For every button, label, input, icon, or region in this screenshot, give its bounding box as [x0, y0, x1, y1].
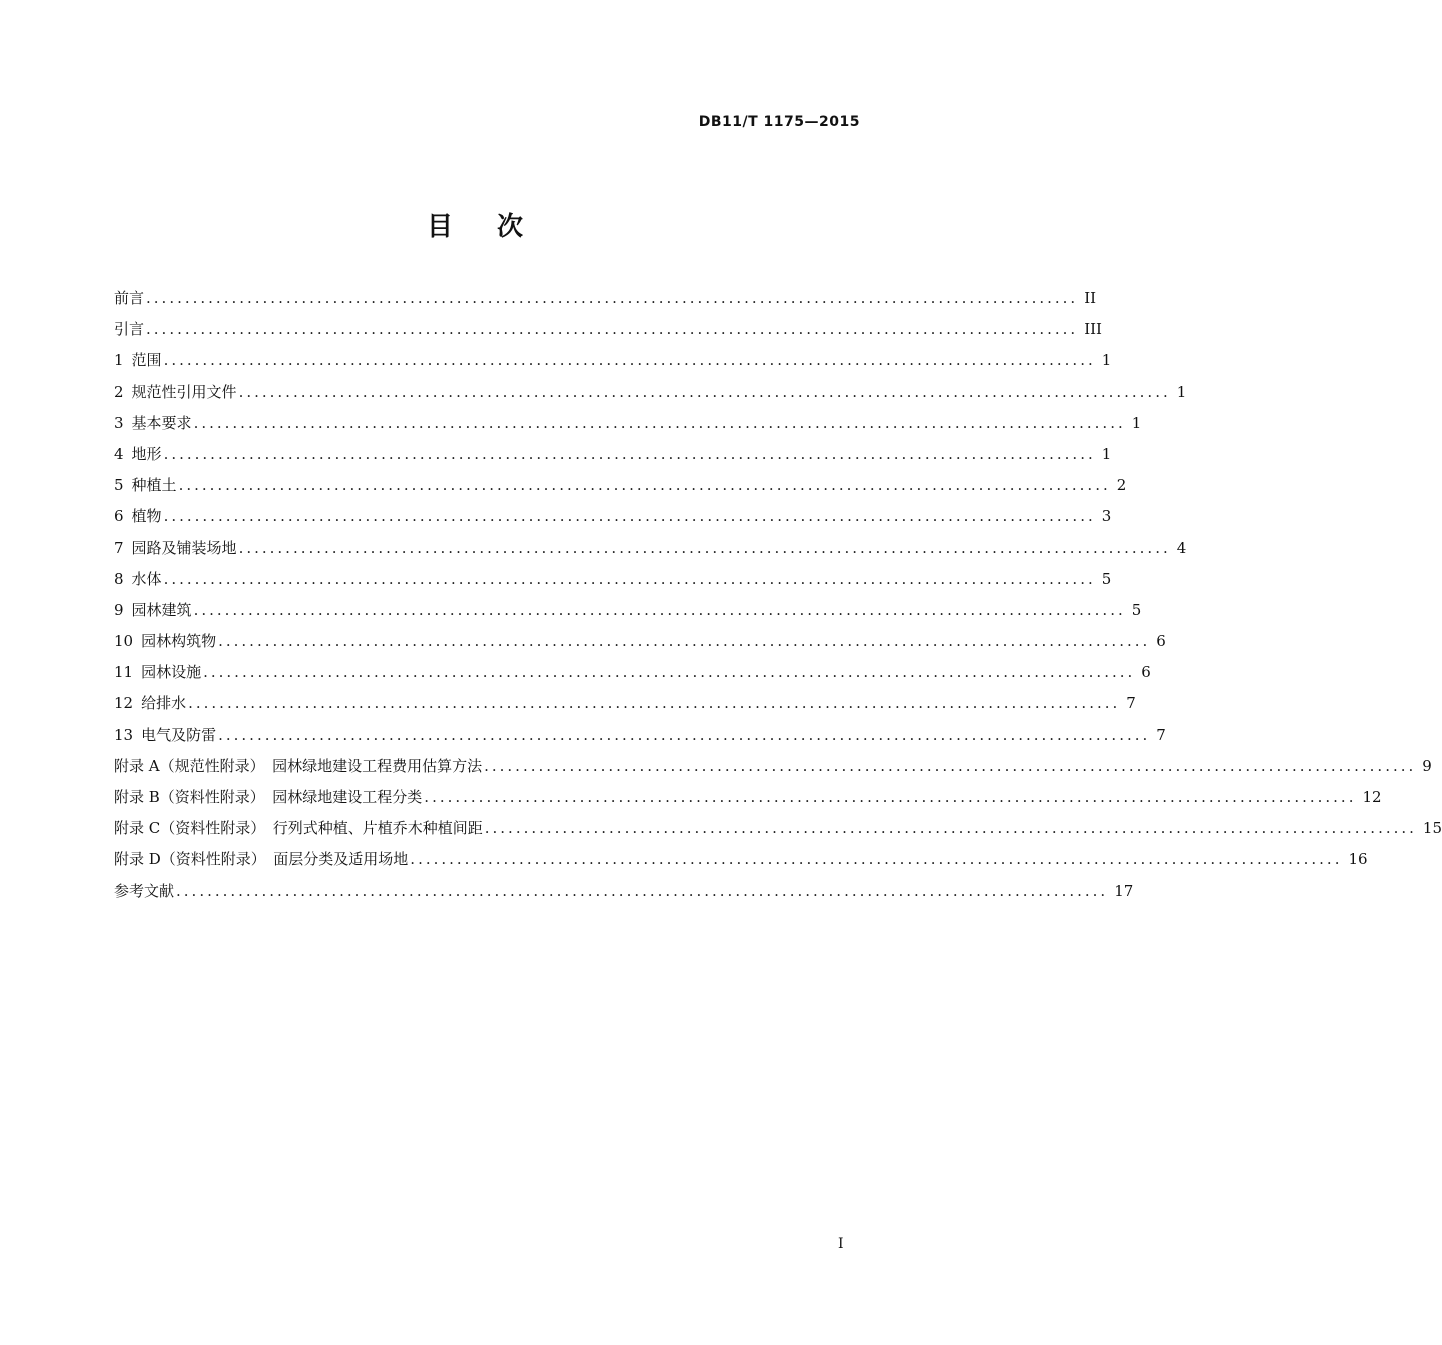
- toc-section-number: 4: [114, 444, 124, 463]
- toc-label: 园林构筑物: [141, 632, 217, 651]
- toc-dot-leader: ........................................................................................................................: [484, 756, 1417, 775]
- toc-page-number: 6: [1156, 632, 1166, 651]
- toc-entry-7[interactable]: [114, 533, 1187, 564]
- toc-section-number: 9: [114, 600, 124, 619]
- toc-dot-leader: ........................................................................................................................: [163, 569, 1096, 588]
- toc-label: 附录 C（资料性附录） 行列式种植、片植乔木种植间距: [114, 819, 483, 838]
- toc-page-number: 1: [1176, 382, 1187, 401]
- toc-label: 地形: [131, 444, 162, 463]
- toc-entry-10[interactable]: [114, 626, 1166, 657]
- toc-dot-leader: ........................................................................................................................: [218, 725, 1151, 744]
- toc-page-number: 5: [1101, 569, 1112, 588]
- toc-entry-introduction[interactable]: [114, 314, 1102, 345]
- toc-label: 参考文献: [114, 881, 175, 900]
- toc-page-number: 2: [1116, 476, 1127, 495]
- toc-page-number: 15: [1422, 819, 1442, 838]
- toc-page-number: 1: [1101, 444, 1112, 463]
- toc-page-number: 7: [1126, 694, 1136, 713]
- page-title: 目次: [426, 212, 567, 242]
- toc-section-number: 10: [114, 632, 134, 651]
- toc-dot-leader: ........................................................................................................................: [188, 694, 1121, 713]
- toc-entry-6[interactable]: [114, 501, 1112, 532]
- toc-section-number: 3: [114, 413, 124, 432]
- toc-label: 给排水: [141, 694, 187, 713]
- toc-section-number: 5: [114, 476, 124, 495]
- toc-page-number: 7: [1156, 725, 1166, 744]
- toc-page-number: 9: [1422, 756, 1432, 775]
- toc-section-number: 2: [114, 382, 124, 401]
- toc-dot-leader: ........................................................................................................................: [424, 788, 1357, 806]
- toc-entry-8[interactable]: [114, 564, 1112, 595]
- toc-entry-appendix-d[interactable]: [114, 844, 1368, 875]
- toc-entry-3[interactable]: [114, 408, 1142, 439]
- toc-section-number: 12: [114, 694, 134, 713]
- toc-dot-leader: ........................................................................................................................: [484, 819, 1417, 838]
- toc-label: 引言: [114, 320, 145, 339]
- toc-dot-leader: ........................................................................................................................: [203, 663, 1136, 682]
- toc-page-number: 1: [1101, 351, 1112, 370]
- toc-page-number: 17: [1114, 881, 1134, 900]
- toc-page-number: 6: [1141, 663, 1151, 682]
- toc-dot-leader: ........................................................................................................................: [238, 538, 1171, 557]
- toc-label: 前言: [114, 289, 145, 307]
- toc-page-number: III: [1084, 320, 1102, 339]
- toc-dot-leader: ........................................................................................................................: [146, 289, 1079, 307]
- toc-label: 植物: [131, 507, 162, 526]
- toc-dot-leader: ........................................................................................................................: [163, 507, 1096, 526]
- toc-label: 电气及防雷: [141, 725, 217, 744]
- toc-dot-leader: ........................................................................................................................: [176, 881, 1109, 900]
- toc-section-number: 7: [114, 538, 124, 557]
- toc-label: 附录 A（规范性附录） 园林绿地建设工程费用估算方法: [114, 756, 483, 775]
- toc-section-number: 8: [114, 569, 124, 588]
- toc-section-number: 11: [114, 663, 134, 682]
- toc-dot-leader: ........................................................................................................................: [193, 600, 1126, 619]
- toc-dot-leader: ........................................................................................................................: [178, 476, 1111, 495]
- document-code: DB11/T 1175—2015: [698, 114, 860, 130]
- toc-entry-appendix-b[interactable]: [114, 782, 1382, 813]
- toc-label: 园林建筑: [131, 600, 192, 619]
- toc-entry-2[interactable]: [114, 377, 1187, 408]
- toc-entry-12[interactable]: [114, 688, 1136, 719]
- toc-dot-leader: ........................................................................................................................: [410, 850, 1343, 869]
- toc-section-number: 6: [114, 507, 124, 526]
- toc-entry-4[interactable]: [114, 439, 1112, 470]
- toc-dot-leader: ........................................................................................................................: [193, 413, 1126, 432]
- toc-label: 水体: [131, 569, 162, 588]
- toc-entry-11[interactable]: [114, 657, 1151, 688]
- toc-entry-references[interactable]: [114, 876, 1134, 907]
- toc-label: 基本要求: [131, 413, 192, 432]
- page-number: I: [838, 1236, 844, 1252]
- toc-label: 园路及铺装场地: [131, 538, 237, 557]
- toc-label: 园林设施: [141, 663, 202, 682]
- toc-section-number: 1: [114, 351, 124, 370]
- table-of-contents: [114, 283, 1442, 907]
- toc-dot-leader: ........................................................................................................................: [146, 320, 1079, 339]
- toc-page-number: 12: [1362, 788, 1382, 806]
- toc-label: 附录 B（资料性附录） 园林绿地建设工程分类: [114, 788, 423, 806]
- toc-page-number: 3: [1101, 507, 1112, 526]
- toc-label: 附录 D（资料性附录） 面层分类及适用场地: [114, 850, 409, 869]
- toc-page-number: 16: [1348, 850, 1368, 869]
- toc-dot-leader: ........................................................................................................................: [238, 382, 1171, 401]
- toc-page-number: 1: [1131, 413, 1142, 432]
- toc-label: 范围: [131, 351, 162, 370]
- toc-entry-1[interactable]: [114, 345, 1112, 376]
- toc-entry-appendix-c[interactable]: [114, 813, 1442, 844]
- toc-page-number: 4: [1176, 538, 1187, 557]
- toc-page-number: 5: [1131, 600, 1142, 619]
- toc-dot-leader: ........................................................................................................................: [163, 351, 1096, 370]
- toc-page-number: II: [1084, 289, 1097, 307]
- toc-entry-appendix-a[interactable]: [114, 751, 1432, 782]
- toc-label: 种植土: [131, 476, 177, 495]
- toc-entry-13[interactable]: [114, 720, 1166, 751]
- toc-section-number: 13: [114, 725, 134, 744]
- toc-dot-leader: ........................................................................................................................: [218, 632, 1151, 651]
- toc-label: 规范性引用文件: [131, 382, 237, 401]
- toc-entry-5[interactable]: [114, 470, 1127, 501]
- toc-dot-leader: ........................................................................................................................: [163, 444, 1096, 463]
- toc-entry-foreword[interactable]: [114, 283, 1097, 314]
- toc-entry-9[interactable]: [114, 595, 1142, 626]
